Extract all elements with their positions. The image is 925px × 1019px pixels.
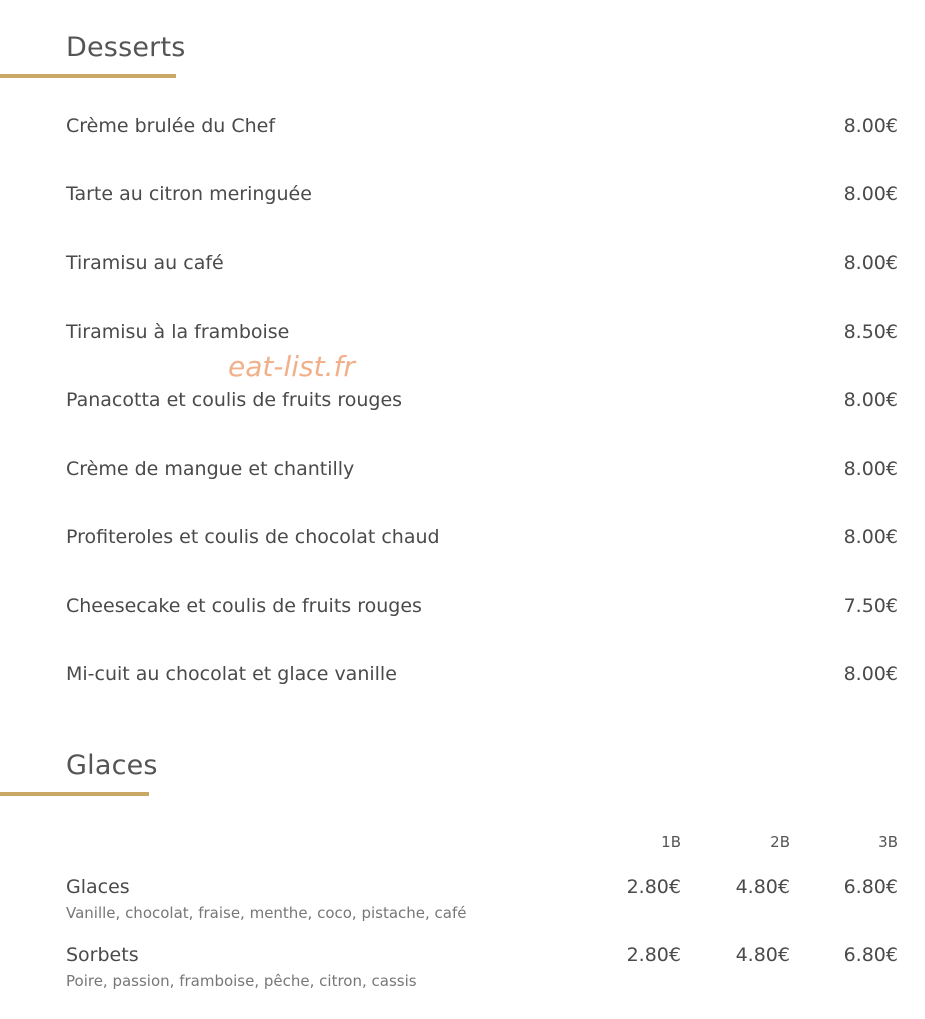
menu-item-name: Tiramisu à la framboise [66, 321, 290, 343]
glace-item-name: Sorbets [66, 944, 139, 966]
menu-item-price: 8.00€ [843, 663, 898, 685]
watermark-text: eat-list.fr [228, 350, 355, 383]
section-underline-glaces [0, 792, 149, 796]
column-header-3b: 3B [878, 833, 898, 851]
menu-item-price: 8.00€ [843, 183, 898, 205]
menu-item-price: 8.00€ [843, 458, 898, 480]
menu-item [66, 595, 898, 625]
glace-item-name: Glaces [66, 876, 130, 898]
menu-item [66, 526, 898, 556]
section-title-desserts: Desserts [66, 32, 186, 63]
menu-item-price: 7.50€ [843, 595, 898, 617]
column-header-2b: 2B [770, 833, 790, 851]
menu-item [66, 115, 898, 145]
menu-item-price: 8.00€ [843, 115, 898, 137]
glace-price-3b: 6.80€ [843, 876, 898, 898]
section-underline-desserts [0, 74, 176, 78]
glace-item-description: Poire, passion, framboise, pêche, citron, cassis [66, 972, 417, 990]
glace-price-2b: 4.80€ [735, 944, 790, 966]
menu-item-name: Tarte au citron meringuée [66, 183, 312, 205]
glace-price-3b: 6.80€ [843, 944, 898, 966]
glace-price-2b: 4.80€ [735, 876, 790, 898]
menu-item [66, 458, 898, 488]
menu-item-price: 8.00€ [843, 526, 898, 548]
menu-item [66, 663, 898, 693]
glace-price-1b: 2.80€ [626, 876, 681, 898]
section-title-glaces: Glaces [66, 750, 158, 781]
menu-item-name: Tiramisu au café [66, 252, 224, 274]
column-header-1b: 1B [661, 833, 681, 851]
glace-price-1b: 2.80€ [626, 944, 681, 966]
menu-item [66, 252, 898, 282]
menu-item-price: 8.00€ [843, 252, 898, 274]
menu-item-name: Cheesecake et coulis de fruits rouges [66, 595, 422, 617]
glace-item [66, 876, 898, 928]
menu-item-price: 8.50€ [843, 321, 898, 343]
menu-item [66, 183, 898, 213]
glace-item [66, 944, 898, 996]
menu-item [66, 389, 898, 419]
glace-item-description: Vanille, chocolat, fraise, menthe, coco, pistache, café [66, 904, 467, 922]
menu-item-name: Panacotta et coulis de fruits rouges [66, 389, 403, 411]
menu-item-name: Crème de mangue et chantilly [66, 458, 355, 480]
menu-item-name: Crème brulée du Chef [66, 115, 276, 137]
menu-item-name: Mi-cuit au chocolat et glace vanille [66, 663, 397, 685]
menu-item-name: Profiteroles et coulis de chocolat chaud [66, 526, 440, 548]
menu-item [66, 321, 898, 351]
menu-item-price: 8.00€ [843, 389, 898, 411]
